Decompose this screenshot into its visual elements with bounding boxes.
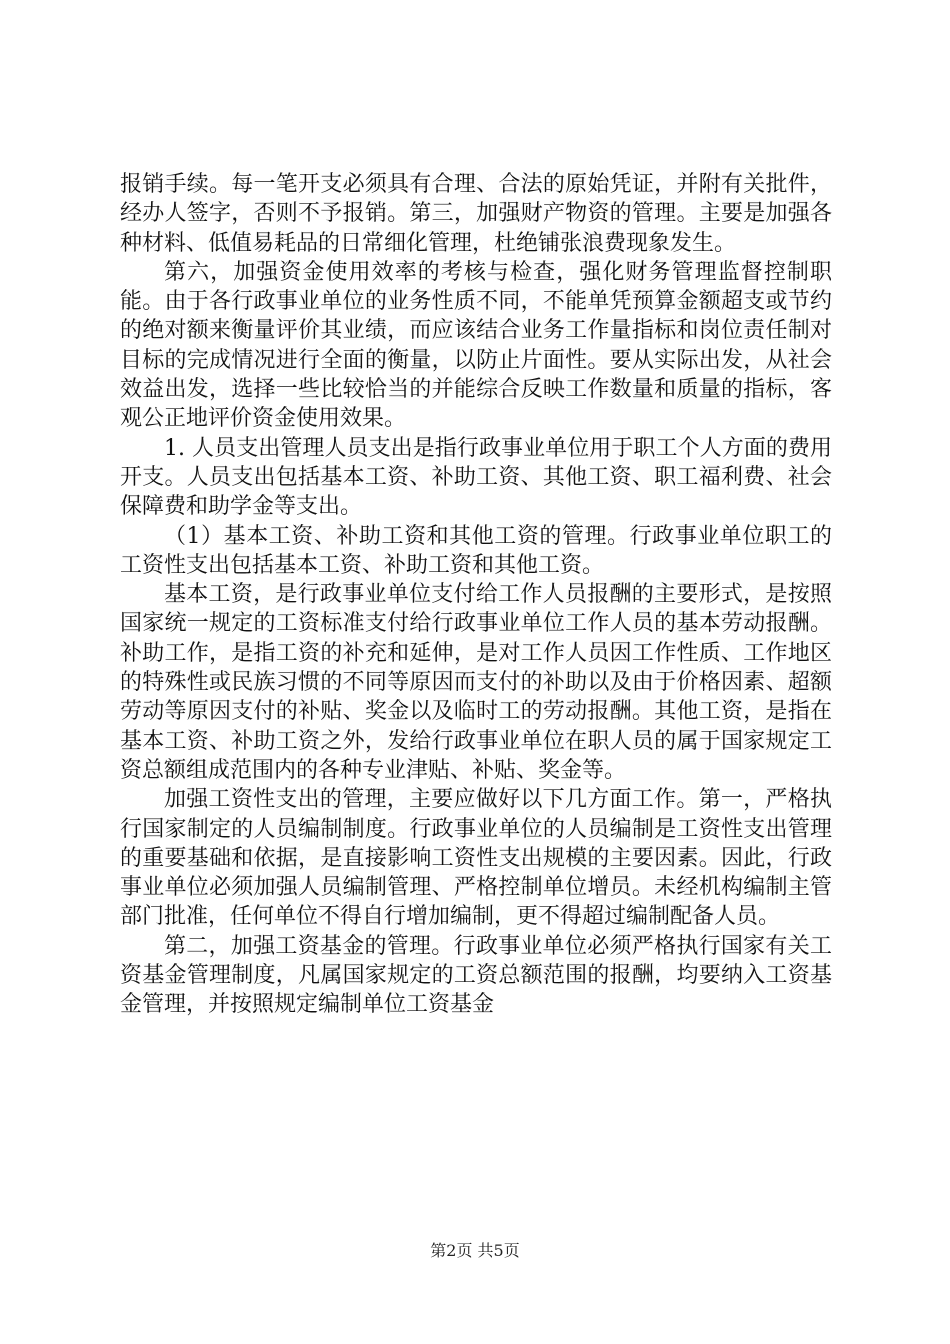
paragraph-wage-management: （1）基本工资、补助工资和其他工资的管理。行政事业单位职工的工资性支出包括基本工资、补助工资和其他工资。 [120, 523, 832, 578]
paragraph-personnel-expenditure: 1. 人员支出管理人员支出是指行政事业单位用于职工个人方面的费用开支。人员支出包括基本工资、补助工资、其他工资、职工福利费、社会保障费和助学金等支出。 [120, 435, 832, 520]
document-body [120, 170, 832, 1020]
paragraph-continuation: 报销手续。每一笔开支必须具有合理、合法的原始凭证，并附有关批件，经办人签字，否则不予报销。第三，加强财产物资的管理。主要是加强各种材料、低值易耗品的日常细化管理，杜绝铺张浪费现象发生。 [120, 172, 832, 256]
paragraph-wage-fund: 第二，加强工资基金的管理。行政事业单位必须严格执行国家有关工资基金管理制度，凡属国家规定的工资总额范围的报酬，均要纳入工资基金管理，并按照规定编制单位工资基金 [120, 933, 832, 1018]
page-number-footer: 第2页 共5页 [430, 1241, 520, 1260]
paragraph-sixth-point: 第六，加强资金使用效率的考核与检查，强化财务管理监督控制职能。由于各行政事业单位的业务性质不同，不能单凭预算金额超支或节约的绝对额来衡量评价其业绩，而应该结合业务工作量指标和岗位责任制对目标的完成情况进行全面的衡量，以防止片面性。要从实际出发，从社会效益出发，选择一些比较恰当的并能综合反映工作数量和质量的指标，客观公正地评价资金使用效果。 [120, 259, 832, 432]
paragraph-basic-wage: 基本工资，是行政事业单位支付给工作人员报酬的主要形式，是按照国家统一规定的工资标准支付给行政事业单位工作人员的基本劳动报酬。补助工作，是指工资的补充和延伸，是对工作人员因工作性质、工作地区的特殊性或民族习惯的不同等原因而支付的补助以及由于价格因素、超额劳动等原因支付的补贴、奖金以及临时工的劳动报酬。其他工资，是指在基本工资、补助工资之外，发给行政事业单位在职人员的属于国家规定工资总额组成范围内的各种专业津贴、补贴、奖金等。 [120, 582, 832, 783]
paragraph-wage-expenditure: 加强工资性支出的管理，主要应做好以下几方面工作。第一，严格执行国家制定的人员编制制度。行政事业单位的人员编制是工资性支出管理的重要基础和依据，是直接影响工资性支出规模的主要因素。因此，行政事业单位必须加强人员编制管理、严格控制单位增员。未经机构编制主管部门批准，任何单位不得自行增加编制，更不得超过编制配备人员。 [120, 787, 832, 930]
